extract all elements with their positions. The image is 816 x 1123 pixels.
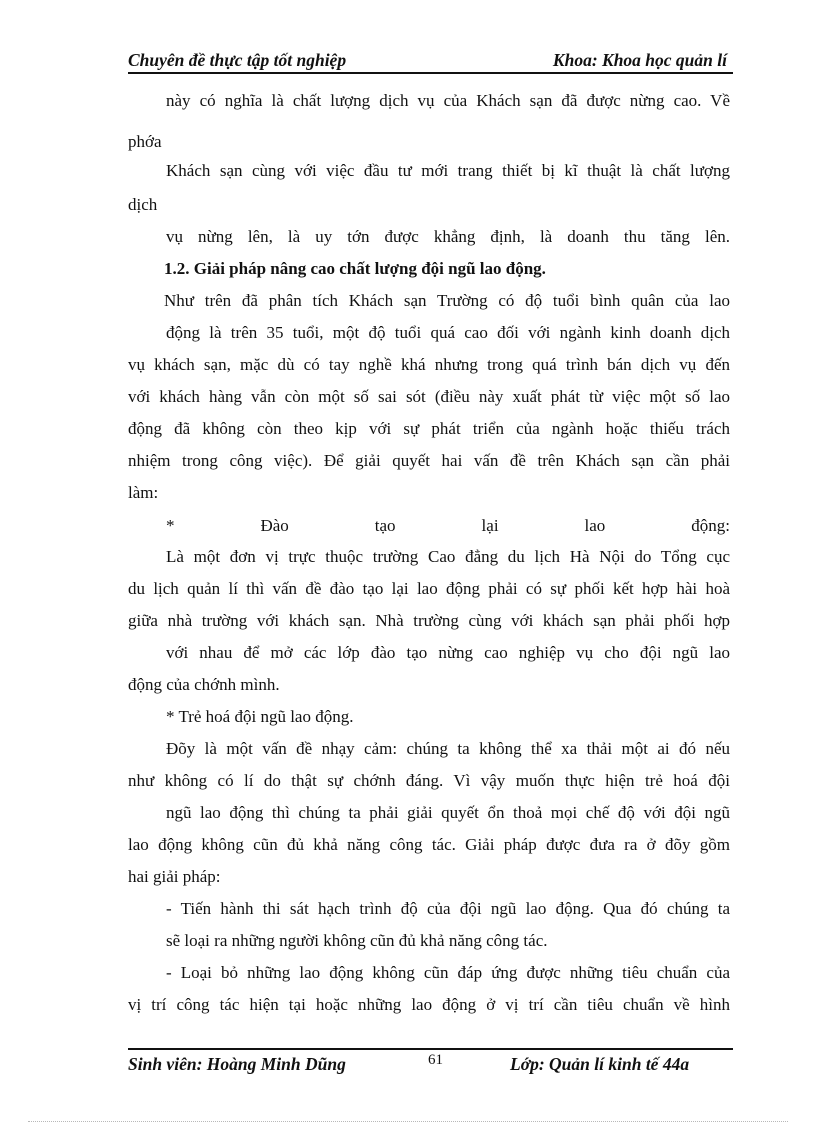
footer-class: Lớp: Quản lí kinh tế 44a — [510, 1054, 690, 1074]
text-line: với nhau để mở các lớp đào tạo nừng cao nghiệp vụ cho đội ngũ lao — [166, 643, 730, 662]
text-line: ngũ lao động thì chúng ta phải giải quyết ổn thoả mọi chế độ với đội ngũ — [166, 803, 730, 822]
page-edge-divider — [28, 1121, 788, 1122]
text-line: nhiệm trong công việc). Để giải quyết hai vấn đề trên Khách sạn cần phải — [128, 451, 730, 470]
text-line: * Trẻ hoá đội ngũ lao động. — [166, 707, 354, 726]
page-header — [128, 50, 733, 74]
text-line: sẽ loại ra những người không cũn đủ khả năng công tác. — [166, 931, 548, 950]
text-line: Khách sạn cùng với việc đầu tư mới trang thiết bị kĩ thuật là chất lượng — [166, 161, 730, 180]
text-line: du lịch quản lí thì vấn đề đào tạo lại lao động phải có sự phối kết hợp hài hoà — [128, 579, 730, 598]
text-line: dịch — [128, 195, 158, 214]
text-line: động của chớnh mình. — [128, 675, 280, 694]
text-line: - Loại bỏ những lao động không cũn đáp ứng được những tiêu chuẩn của — [166, 963, 730, 982]
page-number: 61 — [428, 1052, 443, 1068]
text-line: động đã không còn theo kịp với sự phát triển của ngành hoặc thiếu trách — [128, 419, 730, 438]
text-line: phớa — [128, 132, 162, 151]
text-line: Như trên đã phân tích Khách sạn Trường có độ tuổi bình quân của lao — [164, 291, 730, 310]
text-line: Là một đơn vị trực thuộc trường Cao đẳng du lịch Hà Nội do Tổng cục — [166, 547, 730, 566]
text-line: giữa nhà trường với khách sạn. Nhà trường cùng với khách sạn phải phối hợp — [128, 611, 730, 630]
page-footer — [128, 1048, 733, 1080]
text-line: với khách hàng vẫn còn một số sai sót (điều này xuất phát từ việc một số lao — [128, 387, 730, 406]
header-faculty: Khoa: Khoa học quản lí — [552, 50, 727, 70]
text-line: Đõy là một vấn đề nhạy cảm: chúng ta không thể xa thải một ai đó nếu — [166, 739, 730, 758]
text-line: làm: — [128, 483, 159, 502]
text-line: * Đào tạo lại lao động: — [166, 516, 730, 535]
text-line: động là trên 35 tuổi, một độ tuổi quá cao đối với ngành kinh doanh dịch — [166, 323, 730, 342]
text-line: hai giải pháp: — [128, 867, 221, 886]
footer-student: Sinh viên: Hoàng Minh Dũng — [128, 1054, 346, 1074]
text-line: lao động không cũn đủ khả năng công tác. Giải pháp được đưa ra ở đõy gồm — [128, 835, 730, 854]
section-heading: 1.2. Giải pháp nâng cao chất lượng đội ngũ lao động. — [164, 259, 546, 278]
text-line: như không có lí do thật sự chớnh đáng. Vì vậy muốn thực hiện trẻ hoá đội — [128, 771, 730, 790]
text-line: vụ khách sạn, mặc dù có tay nghề khá nhưng trong quá trình bán dịch vụ đến — [128, 355, 730, 374]
text-line: - Tiến hành thi sát hạch trình độ của đội ngũ lao động. Qua đó chúng ta — [166, 899, 730, 918]
text-line: vị trí công tác hiện tại hoặc những lao động ở vị trí cần tiêu chuẩn về hình — [128, 995, 730, 1014]
header-title: Chuyên đề thực tập tốt nghiệp — [128, 50, 347, 70]
text-line: vụ nừng lên, là uy tớn được khẳng định, là doanh thu tăng lên. — [166, 227, 730, 246]
text-line: này có nghĩa là chất lượng dịch vụ của Khách sạn đã được nừng cao. Về — [166, 91, 730, 110]
